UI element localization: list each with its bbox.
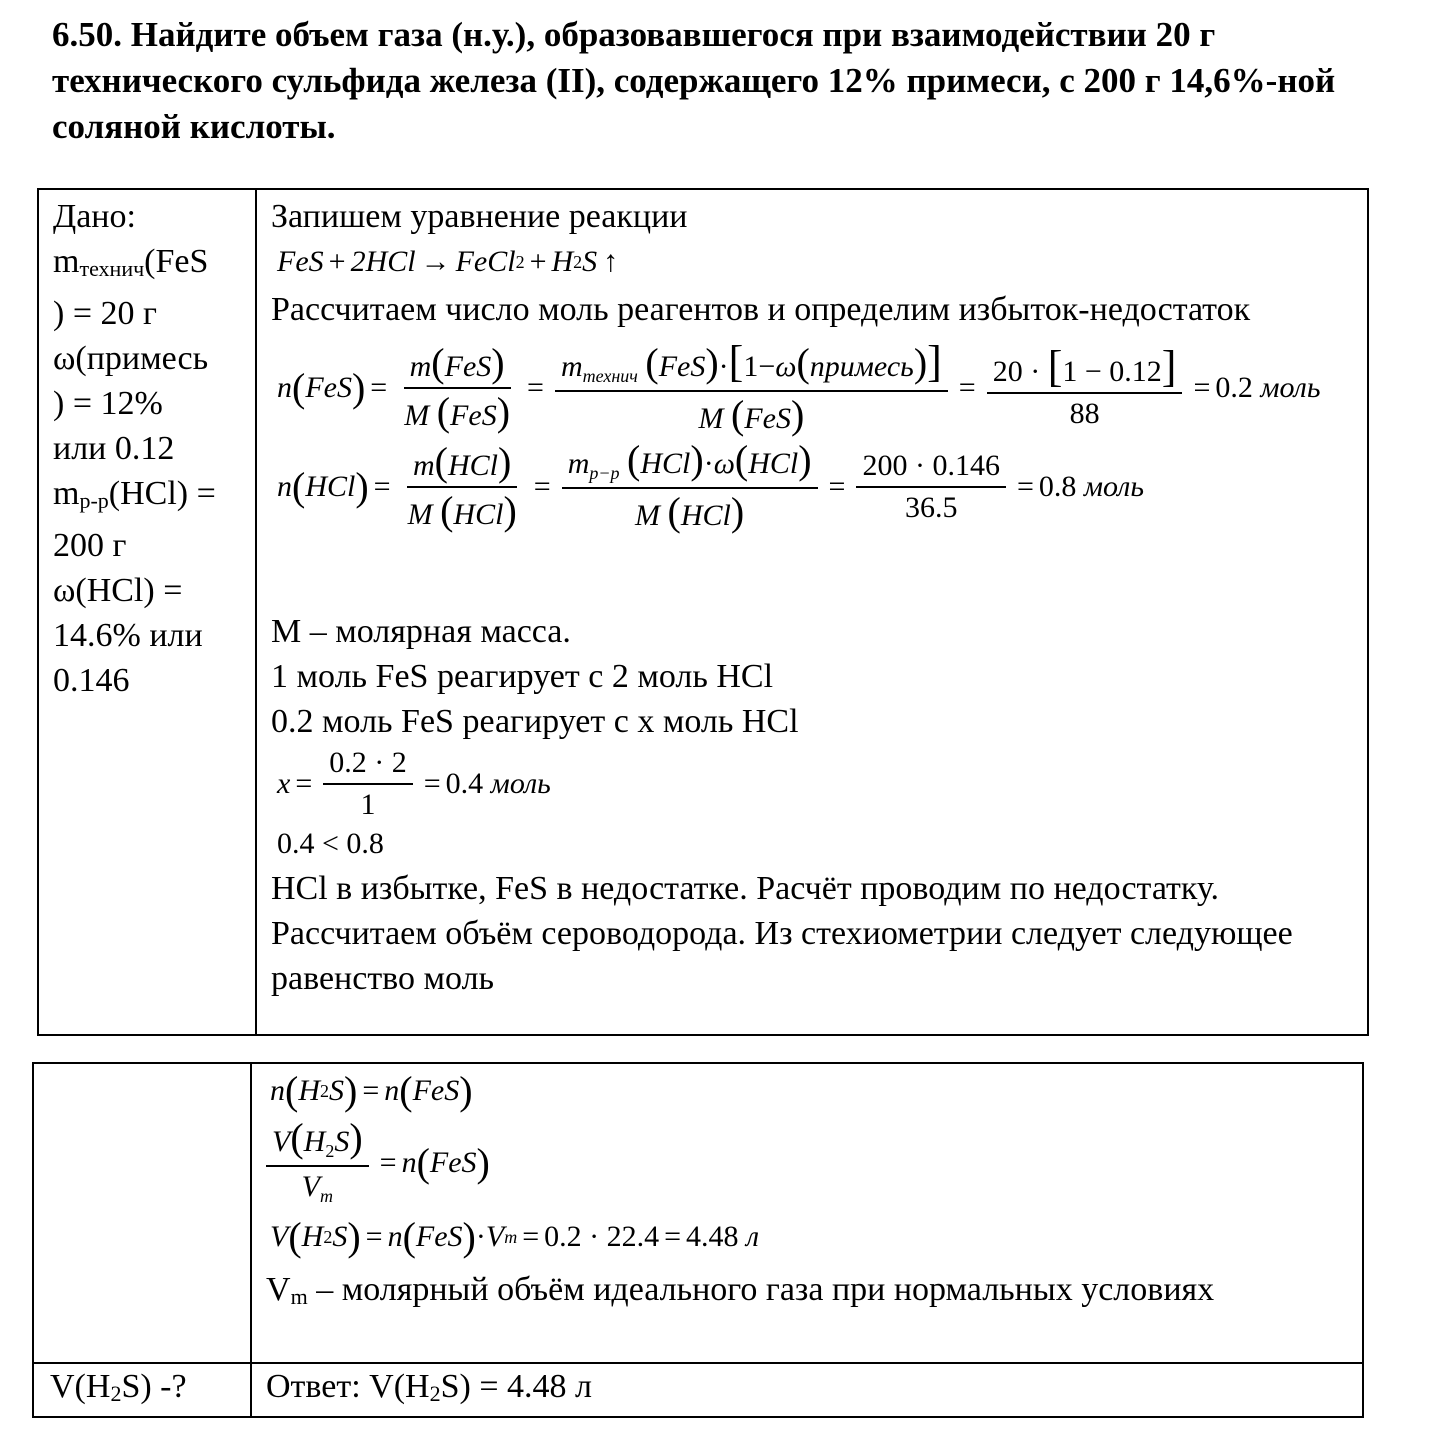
comparison: 0.4 < 0.8 [277,827,384,860]
given-m-solution-value: 200 г [53,527,127,564]
given-omega-impurity-value: ) = 12% [53,385,163,422]
find-cell [33,1363,251,1417]
equation-v-final: V ( H 2 S ) = n ( FeS ) · V m = 0.2 · 22.4 = 4.48 л [270,1214,760,1259]
equation-n-h2s: n ( H 2 S ) = n ( FeS ) [270,1068,473,1113]
answer-text: Ответ: V(H2S) = 4.48 л [266,1368,592,1406]
given-label: Дано: [53,198,136,235]
given-cell-continued [33,1063,251,1363]
answer-cell [251,1363,1363,1417]
given-m-tech: mтехнич(FeS [53,243,209,281]
equation-v-fraction: $\frac{V(H_2S)}{V_m}$ = n ( FeS ) [266,1118,1352,1207]
reaction-intro: Запишем уравнение реакции [271,198,688,235]
given-m-solution: mр-р(HCl) = [53,475,216,513]
solution-table-part-2 [32,1062,1364,1418]
ratio-line-2: 0.2 моль FeS реагирует с x моль HCl [271,703,799,740]
given-cell [38,189,256,1035]
given-m-tech-value: ) = 20 г [53,295,157,332]
given-omega-hcl-value: 14.6% или [53,617,203,654]
solution-cell [256,189,1368,1035]
problem-statement: 6.50. Найдите объем газа (н.у.), образовавшегося при взаимодействии 20 г технического сульфида железа (II), содержащего 12% примеси, с 200 г 14,6%-ной соляной кислоты. [52,15,1336,146]
given-omega-impurity-fraction: или 0.12 [53,430,175,467]
equation-x: x = $\frac{0.2 \cdot 2}{1}$ = 0.4 моль [277,746,551,821]
equation-n-hcl: n ( HCl ) = $\frac{\text{m(HCl)}}{\text{M (HCl)}}$ = $\frac{m_{p-p} (HCl)\cdot\omega(HCl)}{\text{M (HCl)}}$ = $\frac{200 \cdot 0.146}{36.5}$ = 0.8 моль [277,437,1145,534]
find-label: V(H2S) -? [50,1368,187,1406]
excess-explanation: HCl в избытке, FeS в недостатке. Расчёт проводим по недостатку. Рассчитаем объём сероводорода. Из стехиометрии следует следующее равенство моль [271,870,1293,997]
molar-volume-note: Vm – молярный объём идеального газа при нормальных условиях [266,1271,1215,1309]
given-omega-impurity: ω(примесь [53,340,209,377]
solution-cell-continued [251,1063,1363,1363]
given-omega-hcl-fraction: 0.146 [53,662,130,699]
solution-table-part-1 [37,188,1369,1036]
reaction-equation: FeS + 2HCl → FeCl 2 + H 2 S ↑ [277,245,619,278]
equation-n-fes: n ( FeS ) = $\frac{\text{m(FeS)}}{\text{M (FeS)}}$ = $\frac{m_{технич} (FeS)\cdot[1-\omega(примесь)]}{\text{M (FeS)}}$ = $\frac{20 \cdot [1 - 0.12]}{88}$ = 0.2 моль [277,337,1321,437]
given-omega-hcl: ω(HCl) = [53,572,183,609]
moles-intro: Рассчитаем число моль реагентов и определим избыток-недостаток [271,291,1251,328]
ratio-line-1: 1 моль FeS реагирует с 2 моль HCl [271,658,774,695]
molar-mass-note: M – молярная масса. [271,613,571,650]
